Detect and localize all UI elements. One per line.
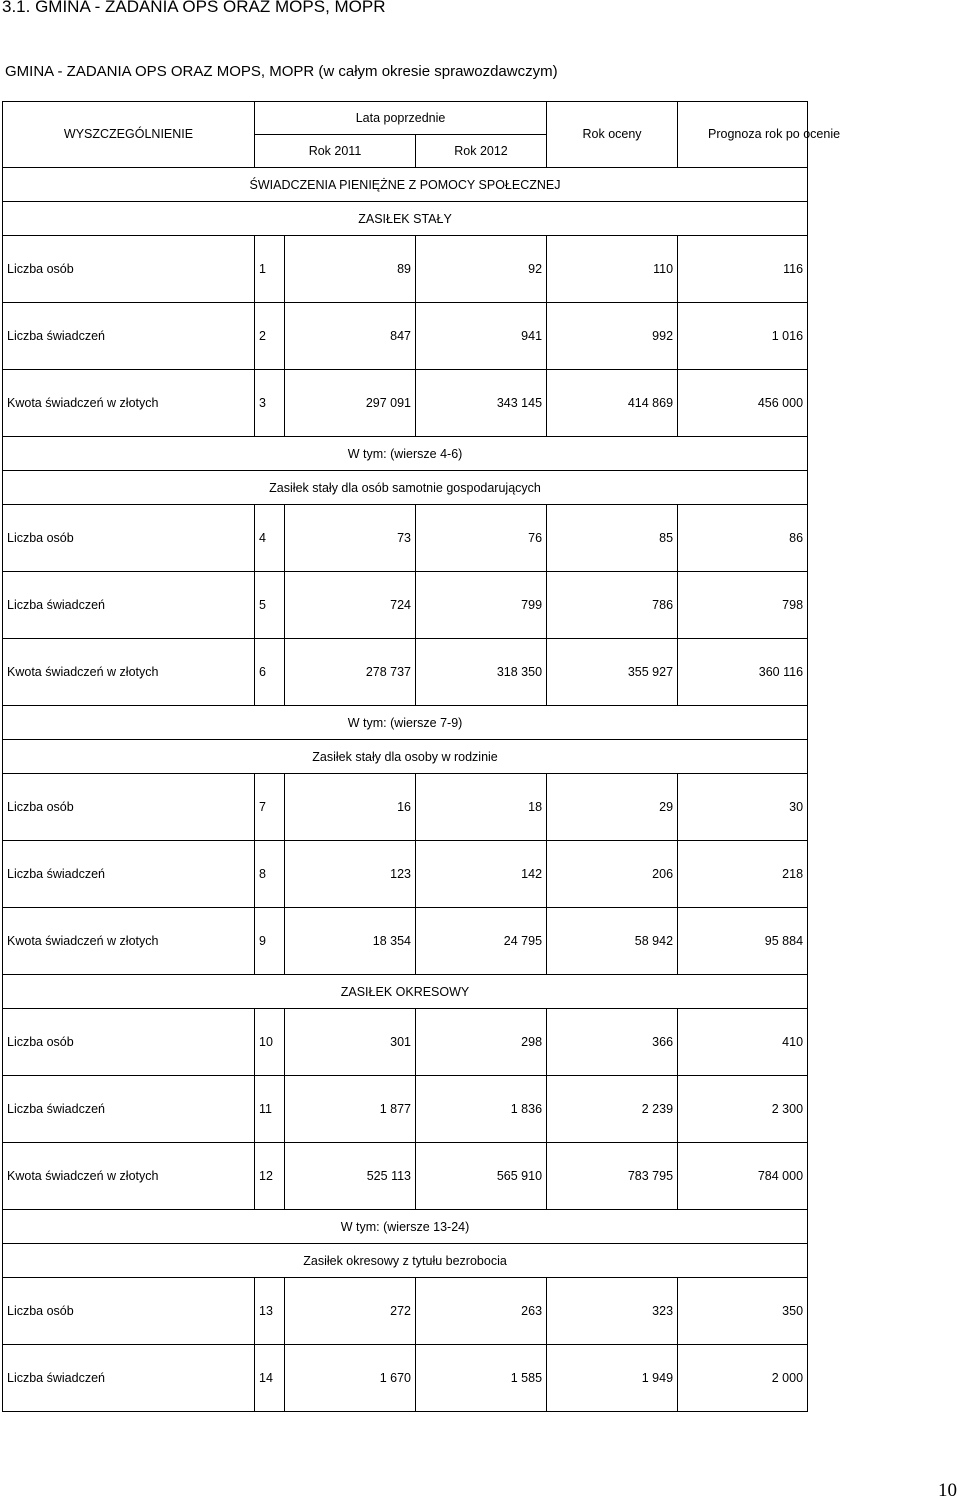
row-label: Liczba świadczeń	[3, 841, 255, 908]
value-rok-2011: 278 737	[285, 639, 416, 706]
table-title: GMINA - ZADANIA OPS ORAZ MOPS, MOPR (w całym okresie sprawozdawczym)	[5, 63, 558, 80]
section-title: ŚWIADCZENIA PIENIĘŻNE Z POMOCY SPOŁECZNEJ	[3, 168, 808, 202]
value-rok-2012: 1 585	[416, 1345, 547, 1412]
value-rok-2011: 18 354	[285, 908, 416, 975]
row-number: 4	[255, 505, 285, 572]
value-rok-2011: 73	[285, 505, 416, 572]
value-rok-2011: 123	[285, 841, 416, 908]
row-label: Liczba świadczeń	[3, 1076, 255, 1143]
value-prognoza: 784 000	[678, 1143, 808, 1210]
value-rok-2012: 24 795	[416, 908, 547, 975]
row-number: 3	[255, 370, 285, 437]
section-title: ZASIŁEK STAŁY	[3, 202, 808, 236]
row-number: 9	[255, 908, 285, 975]
table-row	[3, 841, 808, 908]
table-row	[3, 572, 808, 639]
value-rok-oceny: 355 927	[547, 639, 678, 706]
row-number: 12	[255, 1143, 285, 1210]
section-title: W tym: (wiersze 7-9)	[3, 706, 808, 740]
value-rok-oceny: 414 869	[547, 370, 678, 437]
value-prognoza: 30	[678, 774, 808, 841]
section-row	[3, 202, 808, 236]
row-label: Liczba osób	[3, 1278, 255, 1345]
section-row	[3, 168, 808, 202]
row-number: 11	[255, 1076, 285, 1143]
value-rok-2011: 724	[285, 572, 416, 639]
row-label: Liczba świadczeń	[3, 1345, 255, 1412]
value-rok-2011: 89	[285, 236, 416, 303]
row-number: 5	[255, 572, 285, 639]
value-prognoza: 86	[678, 505, 808, 572]
header-lata-poprzednie: Lata poprzednie	[255, 102, 547, 135]
value-rok-2011: 301	[285, 1009, 416, 1076]
header-wyszczegolnienie: WYSZCZEGÓLNIENIE	[3, 102, 255, 168]
table-row	[3, 908, 808, 975]
header-prognoza: Prognoza rok po ocenie	[678, 102, 808, 168]
row-label: Liczba osób	[3, 1009, 255, 1076]
value-rok-2012: 263	[416, 1278, 547, 1345]
value-rok-2012: 1 836	[416, 1076, 547, 1143]
value-rok-oceny: 2 239	[547, 1076, 678, 1143]
section-row	[3, 740, 808, 774]
value-prognoza: 2 000	[678, 1345, 808, 1412]
value-prognoza: 116	[678, 236, 808, 303]
row-label: Liczba osób	[3, 774, 255, 841]
table-row	[3, 370, 808, 437]
table-row	[3, 1009, 808, 1076]
row-number: 13	[255, 1278, 285, 1345]
value-rok-oceny: 206	[547, 841, 678, 908]
value-prognoza: 360 116	[678, 639, 808, 706]
value-rok-2011: 1 877	[285, 1076, 416, 1143]
value-rok-2011: 272	[285, 1278, 416, 1345]
section-row	[3, 471, 808, 505]
value-rok-2012: 343 145	[416, 370, 547, 437]
value-rok-2012: 142	[416, 841, 547, 908]
section-heading: 3.1. GMINA - ZADANIA OPS ORAZ MOPS, MOPR	[2, 0, 386, 16]
value-rok-oceny: 786	[547, 572, 678, 639]
section-title: Zasiłek okresowy z tytułu bezrobocia	[3, 1244, 808, 1278]
section-row	[3, 437, 808, 471]
value-prognoza: 218	[678, 841, 808, 908]
value-prognoza: 2 300	[678, 1076, 808, 1143]
row-number: 10	[255, 1009, 285, 1076]
value-rok-oceny: 58 942	[547, 908, 678, 975]
value-rok-2012: 298	[416, 1009, 547, 1076]
section-row	[3, 975, 808, 1009]
row-number: 1	[255, 236, 285, 303]
value-rok-2012: 76	[416, 505, 547, 572]
value-rok-oceny: 1 949	[547, 1345, 678, 1412]
row-number: 7	[255, 774, 285, 841]
row-number: 6	[255, 639, 285, 706]
value-rok-2012: 318 350	[416, 639, 547, 706]
table-row	[3, 1076, 808, 1143]
row-label: Kwota świadczeń w złotych	[3, 908, 255, 975]
section-title: W tym: (wiersze 4-6)	[3, 437, 808, 471]
value-prognoza: 350	[678, 1278, 808, 1345]
report-table	[2, 101, 841, 1412]
section-title: Zasiłek stały dla osób samotnie gospodarujących	[3, 471, 808, 505]
value-rok-2011: 16	[285, 774, 416, 841]
row-label: Kwota świadczeń w złotych	[3, 639, 255, 706]
row-number: 2	[255, 303, 285, 370]
row-label: Liczba osób	[3, 236, 255, 303]
value-rok-oceny: 85	[547, 505, 678, 572]
value-rok-2011: 847	[285, 303, 416, 370]
row-label: Liczba osób	[3, 505, 255, 572]
table-row	[3, 639, 808, 706]
row-label: Kwota świadczeń w złotych	[3, 370, 255, 437]
value-rok-2012: 92	[416, 236, 547, 303]
value-prognoza: 95 884	[678, 908, 808, 975]
value-rok-2012: 799	[416, 572, 547, 639]
table-row	[3, 236, 808, 303]
section-title: Zasiłek stały dla osoby w rodzinie	[3, 740, 808, 774]
section-row	[3, 1244, 808, 1278]
value-prognoza: 798	[678, 572, 808, 639]
row-label: Liczba świadczeń	[3, 303, 255, 370]
value-rok-oceny: 992	[547, 303, 678, 370]
value-prognoza: 456 000	[678, 370, 808, 437]
value-rok-2011: 1 670	[285, 1345, 416, 1412]
row-label: Kwota świadczeń w złotych	[3, 1143, 255, 1210]
table-row	[3, 1143, 808, 1210]
value-rok-2012: 565 910	[416, 1143, 547, 1210]
row-label: Liczba świadczeń	[3, 572, 255, 639]
value-rok-2012: 941	[416, 303, 547, 370]
table-row	[3, 774, 808, 841]
section-title: ZASIŁEK OKRESOWY	[3, 975, 808, 1009]
section-title: W tym: (wiersze 13-24)	[3, 1210, 808, 1244]
value-rok-oceny: 783 795	[547, 1143, 678, 1210]
page-number: 10	[938, 1480, 957, 1501]
table-row	[3, 1345, 808, 1412]
section-row	[3, 1210, 808, 1244]
header-rok-oceny: Rok oceny	[547, 102, 678, 168]
value-rok-oceny: 323	[547, 1278, 678, 1345]
value-rok-2012: 18	[416, 774, 547, 841]
header-row-1	[3, 102, 808, 135]
table-row	[3, 1278, 808, 1345]
section-row	[3, 706, 808, 740]
row-number: 8	[255, 841, 285, 908]
table-row	[3, 303, 808, 370]
value-rok-2011: 525 113	[285, 1143, 416, 1210]
value-rok-2011: 297 091	[285, 370, 416, 437]
header-rok-2011: Rok 2011	[255, 135, 416, 168]
header-rok-2012: Rok 2012	[416, 135, 547, 168]
value-prognoza: 410	[678, 1009, 808, 1076]
row-number: 14	[255, 1345, 285, 1412]
value-rok-oceny: 110	[547, 236, 678, 303]
value-prognoza: 1 016	[678, 303, 808, 370]
table-row	[3, 505, 808, 572]
value-rok-oceny: 366	[547, 1009, 678, 1076]
value-rok-oceny: 29	[547, 774, 678, 841]
